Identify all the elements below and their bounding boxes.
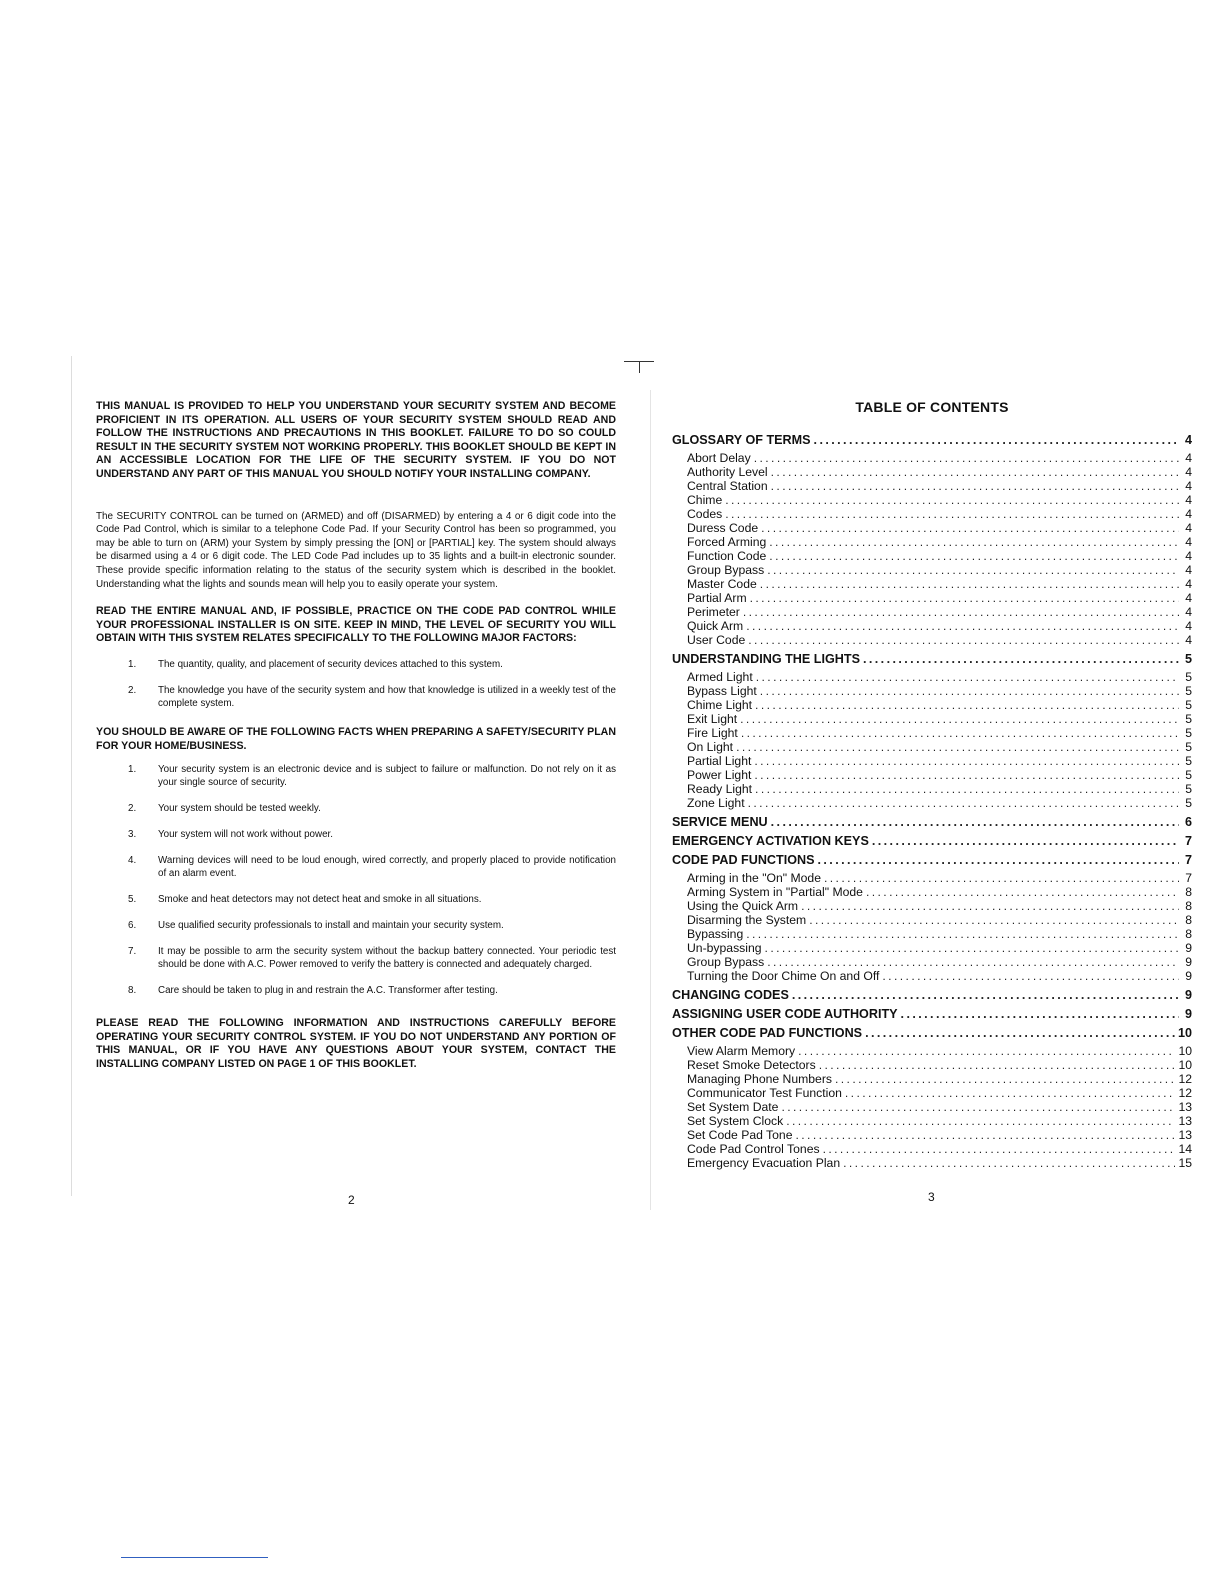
leader-dots xyxy=(760,577,1179,591)
toc-entry-label: Codes xyxy=(687,507,723,521)
toc-entry-page: 5 xyxy=(1185,768,1192,782)
toc-entry-label: Function Code xyxy=(687,549,767,563)
fact-item xyxy=(96,828,616,841)
leader-dots xyxy=(818,853,1180,867)
toc-entry-page: 5 xyxy=(1185,698,1192,712)
toc-entry xyxy=(672,549,1192,563)
toc-entry-page: 5 xyxy=(1185,754,1192,768)
toc-entry-page: 8 xyxy=(1185,885,1192,899)
leader-dots xyxy=(843,1156,1175,1170)
toc-entry-label: Using the Quick Arm xyxy=(687,899,799,913)
toc-entry xyxy=(672,871,1192,885)
leader-dots xyxy=(865,1026,1175,1040)
toc-entry-page: 5 xyxy=(1185,740,1192,754)
toc-entry-page: 4 xyxy=(1185,619,1192,633)
toc-entry xyxy=(672,941,1192,955)
fact-number: 6. xyxy=(128,920,137,932)
leader-dots xyxy=(809,913,1179,927)
leader-dots xyxy=(741,726,1179,740)
fact-text: Your system should be tested weekly. xyxy=(158,803,321,815)
toc-section xyxy=(672,853,1192,983)
toc-section xyxy=(672,834,1192,848)
toc-entry-label: Arming System in "Partial" Mode xyxy=(687,885,863,899)
toc-entry-page: 9 xyxy=(1185,969,1192,983)
fact-item xyxy=(96,893,616,906)
toc-entry-page: 4 xyxy=(1185,521,1192,535)
toc-entry xyxy=(672,885,1192,899)
toc-entry-label: Un-bypassing xyxy=(687,941,762,955)
leader-dots xyxy=(755,698,1179,712)
toc-entry xyxy=(672,670,1192,684)
factor-text: The quantity, quality, and placement of security devices attached to this system. xyxy=(158,658,503,670)
leader-dots xyxy=(872,834,1179,848)
toc-entry-label: Group Bypass xyxy=(687,955,765,969)
fact-item xyxy=(96,984,616,997)
toc-entry-label: Partial Light xyxy=(687,754,752,768)
leader-dots xyxy=(746,619,1179,633)
fact-text: Use qualified security professionals to install and maintain your security system. xyxy=(158,920,504,932)
toc-section xyxy=(672,1026,1192,1170)
toc-section-heading-page: 9 xyxy=(1184,1007,1192,1021)
toc-entry-page: 9 xyxy=(1185,941,1192,955)
leader-dots xyxy=(901,1007,1179,1021)
toc-entry-label: Set System Clock xyxy=(687,1114,784,1128)
toc-section-heading-label: GLOSSARY OF TERMS xyxy=(672,433,811,447)
toc-entry-page: 8 xyxy=(1185,913,1192,927)
toc-entry xyxy=(672,493,1192,507)
toc-entry-page: 10 xyxy=(1178,1044,1192,1058)
leader-dots xyxy=(845,1086,1176,1100)
toc-section-heading-page: 10 xyxy=(1177,1026,1192,1040)
left-page-edge xyxy=(71,356,72,1196)
toc-section-heading xyxy=(672,433,1192,447)
closing-paragraph: PLEASE READ THE FOLLOWING INFORMATION AND INSTRUCTIONS CAREFULLY BEFORE OPERATING YOUR SECURITY CONTROL SYSTEM. IF YOU DO NOT UNDERSTAND ANY PORTION OF THIS MANUAL, OR IF YOU HAVE ANY QUESTIONS ABOUT YOUR SYSTEM, CONTACT THE INSTALLING COMPANY LISTED ON PAGE 1 OF THIS BOOKLET. xyxy=(96,1017,616,1070)
leader-dots xyxy=(824,871,1179,885)
leader-dots xyxy=(746,927,1179,941)
toc-entry-page: 5 xyxy=(1185,712,1192,726)
leader-dots xyxy=(743,605,1179,619)
toc-entry xyxy=(672,1100,1192,1114)
toc-title: TABLE OF CONTENTS xyxy=(855,399,1009,415)
toc-entry-label: Forced Arming xyxy=(687,535,767,549)
toc-entry xyxy=(672,955,1192,969)
toc-entry xyxy=(672,740,1192,754)
leader-dots xyxy=(786,1114,1175,1128)
leader-dots xyxy=(835,1072,1175,1086)
leader-dots xyxy=(761,521,1179,535)
toc-section-heading xyxy=(672,652,1192,666)
facts-list xyxy=(96,763,616,997)
toc-entry-page: 14 xyxy=(1178,1142,1192,1156)
toc-entry xyxy=(672,451,1192,465)
toc-entry-page: 13 xyxy=(1178,1114,1192,1128)
toc-section-heading-label: UNDERSTANDING THE LIGHTS xyxy=(672,652,860,666)
factors-list xyxy=(96,658,616,710)
toc-entry-page: 4 xyxy=(1185,549,1192,563)
toc-entry-label: Turning the Door Chime On and Off xyxy=(687,969,880,983)
toc-entry-page: 4 xyxy=(1185,493,1192,507)
right-page xyxy=(672,396,1192,1173)
toc-entry-label: Master Code xyxy=(687,577,757,591)
fact-text: Your system will not work without power. xyxy=(158,829,333,841)
toc-entry xyxy=(672,605,1192,619)
toc-entry-page: 4 xyxy=(1185,577,1192,591)
toc-entry-page: 4 xyxy=(1185,633,1192,647)
toc-entry xyxy=(672,1072,1192,1086)
leader-dots xyxy=(750,591,1179,605)
left-page-number: 2 xyxy=(348,1193,355,1207)
toc-entry xyxy=(672,535,1192,549)
toc-entry xyxy=(672,796,1192,810)
toc-entry-page: 5 xyxy=(1185,782,1192,796)
toc-entry-label: Set System Date xyxy=(687,1100,779,1114)
toc-entry xyxy=(672,1086,1192,1100)
toc-entry-page: 4 xyxy=(1185,479,1192,493)
toc-entry xyxy=(672,698,1192,712)
toc-section-heading xyxy=(672,1007,1192,1021)
toc-entry xyxy=(672,479,1192,493)
fact-number: 1. xyxy=(128,764,137,776)
leader-dots xyxy=(795,1128,1175,1142)
fact-number: 3. xyxy=(128,829,137,841)
toc-entry-label: Bypassing xyxy=(687,927,744,941)
toc-entry-page: 4 xyxy=(1185,465,1192,479)
toc-entry-page: 10 xyxy=(1178,1058,1192,1072)
leader-dots xyxy=(801,899,1179,913)
toc-section-heading xyxy=(672,1026,1192,1040)
toc-entry-label: User Code xyxy=(687,633,746,647)
leader-dots xyxy=(755,782,1179,796)
aware-paragraph: YOU SHOULD BE AWARE OF THE FOLLOWING FACTS WHEN PREPARING A SAFETY/SECURITY PLAN FOR YOUR HOME/BUSINESS. xyxy=(96,725,616,752)
toc-section-heading-page: 7 xyxy=(1184,853,1192,867)
toc-entry-label: Authority Level xyxy=(687,465,768,479)
factor-number: 2. xyxy=(128,684,137,696)
toc-entry-page: 7 xyxy=(1185,871,1192,885)
read-manual-paragraph: READ THE ENTIRE MANUAL AND, IF POSSIBLE, PRACTICE ON THE CODE PAD CONTROL WHILE YOUR PROFESSIONAL INSTALLER IS ON SITE. KEEP IN MIND, THE LEVEL OF SECURITY YOU WILL OBTAIN WITH THIS SYSTEM RELATES SPECIFICALLY TO THE FOLLOWING MAJOR FACTORS: xyxy=(96,605,616,645)
toc-entry-label: Abort Delay xyxy=(687,451,751,465)
toc-section-heading xyxy=(672,988,1192,1002)
toc-entry-page: 5 xyxy=(1185,726,1192,740)
toc-entry xyxy=(672,1156,1192,1170)
leader-dots xyxy=(760,684,1179,698)
fact-item xyxy=(96,802,616,815)
fact-item xyxy=(96,763,616,789)
toc-entry-label: Group Bypass xyxy=(687,563,765,577)
toc-entry xyxy=(672,913,1192,927)
toc-entry-label: Quick Arm xyxy=(687,619,744,633)
intro-warning: THIS MANUAL IS PROVIDED TO HELP YOU UNDERSTAND YOUR SECURITY SYSTEM AND BECOME PROFICIENT IN ITS OPERATION. ALL USERS OF YOUR SECURITY SYSTEM SHOULD READ AND FOLLOW THE INSTRUCTIONS AND PRECAUTIONS IN THIS BOOKLET. FAILURE TO DO SO COULD RESULT IN THE SECURITY SYSTEM NOT WORKING PROPERLY. THIS BOOKLET SHOULD BE KEPT IN AN ACCESSIBLE LOCATION FOR THE LIFE OF THE SECURITY SYSTEM. IF YOU DO NOT UNDERSTAND ANY PART OF THIS MANUAL YOU SHOULD NOTIFY YOUR INSTALLING COMPANY. xyxy=(96,400,616,480)
toc-entry-page: 9 xyxy=(1185,955,1192,969)
toc-entry-label: Power Light xyxy=(687,768,752,782)
toc-entry-page: 13 xyxy=(1178,1128,1192,1142)
center-fold-line xyxy=(650,390,651,1210)
fold-mark-tick xyxy=(639,361,640,373)
leader-dots xyxy=(754,451,1179,465)
toc-entry-label: Set Code Pad Tone xyxy=(687,1128,793,1142)
toc-entry-page: 5 xyxy=(1185,796,1192,810)
leader-dots xyxy=(725,507,1179,521)
leader-dots xyxy=(754,768,1179,782)
toc-entry-label: Reset Smoke Detectors xyxy=(687,1058,816,1072)
fact-text: Warning devices will need to be loud enough, wired correctly, and properly placed to provide notification of an alarm event. xyxy=(158,855,616,880)
leader-dots xyxy=(882,969,1179,983)
toc-entry-page: 4 xyxy=(1185,451,1192,465)
leader-dots xyxy=(725,493,1179,507)
leader-dots xyxy=(769,535,1179,549)
factor-item xyxy=(96,684,616,710)
leader-dots xyxy=(754,754,1179,768)
toc-entry-page: 5 xyxy=(1185,670,1192,684)
toc-entry-page: 4 xyxy=(1185,605,1192,619)
toc-section-heading-label: OTHER CODE PAD FUNCTIONS xyxy=(672,1026,863,1040)
toc-entry-page: 13 xyxy=(1178,1100,1192,1114)
toc-entry-label: On Light xyxy=(687,740,734,754)
toc-section-heading-page: 5 xyxy=(1184,652,1192,666)
toc-section xyxy=(672,815,1192,829)
toc-entry xyxy=(672,1128,1192,1142)
fact-item xyxy=(96,919,616,932)
toc-entry xyxy=(672,1114,1192,1128)
toc-entry xyxy=(672,521,1192,535)
toc-section-heading-label: CODE PAD FUNCTIONS xyxy=(672,853,815,867)
leader-dots xyxy=(771,465,1179,479)
toc-section xyxy=(672,652,1192,810)
toc-entry-label: Code Pad Control Tones xyxy=(687,1142,820,1156)
toc-entry-page: 15 xyxy=(1178,1156,1192,1170)
toc-entry xyxy=(672,1058,1192,1072)
toc-entry-page: 4 xyxy=(1185,507,1192,521)
leader-dots xyxy=(756,670,1179,684)
toc-entry-label: Ready Light xyxy=(687,782,753,796)
fact-number: 8. xyxy=(128,985,137,997)
toc-entry xyxy=(672,684,1192,698)
factor-text: The knowledge you have of the security system and how that knowledge is utilized in a weekly test of the complete system. xyxy=(158,684,616,709)
bottom-link-underline xyxy=(121,1557,268,1558)
toc-entry-label: Duress Code xyxy=(687,521,759,535)
leader-dots xyxy=(769,549,1179,563)
leader-dots xyxy=(736,740,1179,754)
toc-section-heading-page: 7 xyxy=(1184,834,1192,848)
toc-entry xyxy=(672,507,1192,521)
toc-entry xyxy=(672,969,1192,983)
leader-dots xyxy=(781,1100,1175,1114)
toc-entry-label: View Alarm Memory xyxy=(687,1044,796,1058)
toc-entry-page: 5 xyxy=(1185,684,1192,698)
toc-entry xyxy=(672,927,1192,941)
toc-entry xyxy=(672,577,1192,591)
leader-dots xyxy=(863,652,1179,666)
leader-dots xyxy=(819,1058,1176,1072)
toc-section xyxy=(672,433,1192,647)
leader-dots xyxy=(792,988,1179,1002)
control-paragraph: The SECURITY CONTROL can be turned on (ARMED) and off (DISARMED) by entering a 4 or 6 digit code into the Code Pad Control, which is similar to a telephone Code Pad. If your Security Control has been so programmed, you may be able to turn on (ARM) your System by simply pressing the [ON] or [PARTIAL] key. The system should always be disarmed using a 4 or 6 digit code. The LED Code Pad includes up to 35 lights and a built-in electronic sounder. These provide specific information relating to the status of the security system which is described in the booklet. Understanding what the lights and sounds mean will help you to easily operate your system. xyxy=(96,510,616,590)
toc-entry-label: Central Station xyxy=(687,479,768,493)
toc-entry-page: 8 xyxy=(1185,927,1192,941)
fact-text: It may be possible to arm the security system without the backup battery connected. Your periodic test should be done with A.C. Power removed to verify the battery is connected and adequately charged. xyxy=(158,946,616,971)
fact-number: 5. xyxy=(128,894,137,906)
toc-entry-label: Communicator Test Function xyxy=(687,1086,842,1100)
leader-dots xyxy=(740,712,1179,726)
factor-number: 1. xyxy=(128,658,137,670)
leader-dots xyxy=(771,815,1179,829)
toc-entry-label: Perimeter xyxy=(687,605,740,619)
toc-entry xyxy=(672,1142,1192,1156)
fact-number: 4. xyxy=(128,855,137,867)
fact-item xyxy=(96,945,616,971)
fact-item xyxy=(96,854,616,880)
toc-entry-label: Disarming the System xyxy=(687,913,807,927)
fact-text: Smoke and heat detectors may not detect heat and smoke in all situations. xyxy=(158,894,482,906)
leader-dots xyxy=(748,633,1179,647)
toc-entry-label: Armed Light xyxy=(687,670,753,684)
leader-dots xyxy=(866,885,1179,899)
toc-entry-page: 12 xyxy=(1178,1086,1192,1100)
leader-dots xyxy=(748,796,1179,810)
leader-dots xyxy=(765,941,1179,955)
fact-number: 7. xyxy=(128,946,137,958)
toc-section-heading xyxy=(672,815,1192,829)
toc-entry-page: 8 xyxy=(1185,899,1192,913)
toc-entry xyxy=(672,465,1192,479)
toc-entry-label: Partial Arm xyxy=(687,591,747,605)
left-page xyxy=(96,400,616,1071)
toc-entry xyxy=(672,563,1192,577)
leader-dots xyxy=(798,1044,1175,1058)
toc-entry xyxy=(672,899,1192,913)
toc-entry-label: Fire Light xyxy=(687,726,738,740)
leader-dots xyxy=(767,955,1179,969)
fact-text: Care should be taken to plug in and restrain the A.C. Transformer after testing. xyxy=(158,985,498,997)
fact-number: 2. xyxy=(128,803,137,815)
leader-dots xyxy=(771,479,1179,493)
toc-entry xyxy=(672,591,1192,605)
toc-entry-page: 4 xyxy=(1185,563,1192,577)
toc-section xyxy=(672,1007,1192,1021)
toc-entry-label: Managing Phone Numbers xyxy=(687,1072,832,1086)
toc-entry-label: Bypass Light xyxy=(687,684,757,698)
toc-section xyxy=(672,988,1192,1002)
toc-section-heading xyxy=(672,853,1192,867)
toc-section-heading-label: ASSIGNING USER CODE AUTHORITY xyxy=(672,1007,898,1021)
leader-dots xyxy=(823,1142,1176,1156)
toc-entry-page: 12 xyxy=(1178,1072,1192,1086)
toc-section-heading-label: CHANGING CODES xyxy=(672,988,789,1002)
toc-section-heading-page: 6 xyxy=(1184,815,1192,829)
toc-entry xyxy=(672,619,1192,633)
toc-entry xyxy=(672,633,1192,647)
toc-entry-page: 4 xyxy=(1185,535,1192,549)
toc-entry xyxy=(672,712,1192,726)
leader-dots xyxy=(767,563,1179,577)
toc-entry-label: Arming in the "On" Mode xyxy=(687,871,821,885)
toc-entry-label: Zone Light xyxy=(687,796,745,810)
toc-entry-page: 4 xyxy=(1185,591,1192,605)
right-page-number: 3 xyxy=(928,1190,935,1204)
toc-entry-label: Chime Light xyxy=(687,698,753,712)
toc-section-heading-page: 4 xyxy=(1184,433,1192,447)
fact-text: Your security system is an electronic device and is subject to failure or malfunction. Do not rely on it as your single source of security. xyxy=(158,764,616,789)
toc-entry xyxy=(672,1044,1192,1058)
toc-entry xyxy=(672,726,1192,740)
toc-entry-label: Chime xyxy=(687,493,723,507)
toc-section-heading-page: 9 xyxy=(1184,988,1192,1002)
toc-entry xyxy=(672,768,1192,782)
toc-entry xyxy=(672,782,1192,796)
toc-section-heading xyxy=(672,834,1192,848)
toc-entry-label: Exit Light xyxy=(687,712,738,726)
leader-dots xyxy=(814,433,1179,447)
toc-entry-label: Emergency Evacuation Plan xyxy=(687,1156,841,1170)
toc-entry xyxy=(672,754,1192,768)
toc-body xyxy=(672,433,1192,1170)
toc-section-heading-label: EMERGENCY ACTIVATION KEYS xyxy=(672,834,869,848)
toc-section-heading-label: SERVICE MENU xyxy=(672,815,768,829)
factor-item xyxy=(96,658,616,671)
